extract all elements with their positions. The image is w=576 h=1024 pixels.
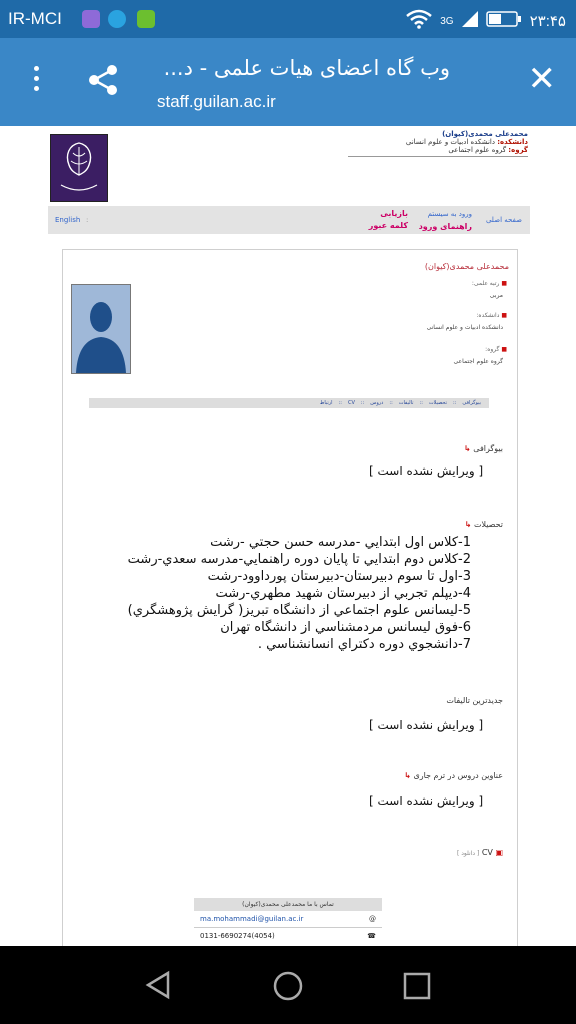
page-url: staff.guilan.ac.ir xyxy=(157,92,276,111)
edu-item: 6-فوق ليسانس مردمشناسي از دانشگاه تهران xyxy=(220,620,471,635)
phone-icon: ☎ xyxy=(367,932,376,940)
arrow-icon: ↳ xyxy=(404,771,411,780)
android-nav-bar xyxy=(0,946,576,1024)
section-tabs: بیوگرافی :: تحصیلات :: تالیفات :: دروس :: CV :: ارتباط xyxy=(89,398,489,408)
edu-item: 7-دانشجوي دوره دکتراي انسانشناسي . xyxy=(257,637,471,652)
home-icon[interactable] xyxy=(272,970,304,1006)
courses-not-set: [ ویرایش نشده است ] xyxy=(369,794,484,808)
cv-label: CV xyxy=(481,848,493,857)
courses-heading: عناوین دروس در ترم جاری ↳ xyxy=(404,771,503,780)
arrow-icon: ↳ xyxy=(464,520,472,529)
page-title: وب گاه اعضای هیات علمی - د... xyxy=(163,56,450,80)
close-icon[interactable]: ✕ xyxy=(527,59,556,99)
email-icon: @ xyxy=(369,915,376,923)
edu-item: 2-کلاس دوم ابتدايي تا پايان دوره راهنمايي-مدرسه سعدي-رشت xyxy=(127,552,471,567)
university-logo xyxy=(50,134,108,202)
header-group-label: گروه: xyxy=(508,146,528,154)
bio-heading: بیوگرافی ↳ xyxy=(464,444,503,453)
profile-card xyxy=(62,249,518,946)
contact-email-row xyxy=(194,911,382,928)
edu-item: 1-کلاس اول ابتدايي -مدرسه حسن حجتي -رشت xyxy=(210,535,471,550)
back-icon[interactable] xyxy=(144,970,174,1004)
tab-cv[interactable]: CV xyxy=(347,400,355,406)
pdf-icon: ▣ xyxy=(495,848,503,857)
header-info xyxy=(348,130,528,157)
more-menu-icon[interactable] xyxy=(30,66,42,96)
publications-not-set: [ ویرایش نشده است ] xyxy=(369,718,484,732)
network-type: 3G xyxy=(440,15,454,27)
recovery-link[interactable]: بازیابی xyxy=(380,209,408,218)
edu-heading: تحصیلات ↳ xyxy=(464,520,503,529)
header-faculty: دانشکده ادبیات و علوم انسانی xyxy=(405,138,495,146)
edu-item: 5-ليسانس علوم اجتماعي از دانشگاه تبريز( گرايش پژوهشگري) xyxy=(127,603,471,618)
recents-icon[interactable] xyxy=(403,972,431,1004)
contact-title: تماس با ما محمدعلی محمدی(کیوان) xyxy=(194,898,382,911)
password-link[interactable]: کلمه عبور xyxy=(368,221,408,230)
publications-heading: جدیدترین تالیفات xyxy=(446,696,503,705)
rank-label: ■ رتبه علمی: xyxy=(471,280,507,287)
education-list xyxy=(128,534,471,653)
contact-phone-row xyxy=(194,928,382,944)
share-icon[interactable] xyxy=(88,64,120,100)
bio-not-set: [ ویرایش نشده است ] xyxy=(369,464,484,478)
cv-link[interactable] xyxy=(457,848,503,857)
telegram-app-icon xyxy=(108,10,126,28)
header-group: گروه علوم اجتماعی xyxy=(448,146,507,154)
carrier-label: IR-MCI xyxy=(8,9,62,28)
arrow-icon: ↳ xyxy=(464,444,471,453)
browser-toolbar xyxy=(0,38,576,126)
clock: ۲۳:۴۵ xyxy=(529,13,566,30)
group-value: گروه علوم اجتماعی xyxy=(453,358,503,365)
signal-icon xyxy=(462,11,478,31)
header-faculty-label: دانشکده: xyxy=(497,138,528,146)
tab-biography[interactable]: بیوگرافی xyxy=(462,400,481,406)
web-page xyxy=(0,126,576,946)
status-bar xyxy=(0,0,576,38)
header-name: محمدعلی محمدی(کیوان) xyxy=(442,130,528,138)
messenger-app-icon xyxy=(137,10,155,28)
tab-contact[interactable]: ارتباط xyxy=(319,400,333,406)
phone-number: 0131-6690274(4054) xyxy=(200,932,275,940)
nav-bar: English : صفحه اصلی ورود به سیستم راهنمای ورود بازیابی کلمه عبور xyxy=(48,206,530,234)
contact-box xyxy=(194,898,382,944)
faculty-label: ■ دانشکده: xyxy=(476,312,507,319)
battery-icon xyxy=(486,11,522,31)
tab-publications[interactable]: تالیفات xyxy=(398,400,414,406)
english-link[interactable]: English xyxy=(55,216,81,224)
gallery-app-icon xyxy=(82,10,100,28)
rank-value: مربی xyxy=(489,292,503,299)
login-guide-link[interactable]: راهنمای ورود xyxy=(418,222,472,231)
cv-download[interactable]: [ دانلود ] xyxy=(457,850,480,857)
faculty-value: دانشکده ادبیات و علوم انسانی xyxy=(426,324,503,331)
home-link[interactable]: صفحه اصلی xyxy=(485,216,522,224)
login-link[interactable]: ورود به سیستم xyxy=(427,210,472,218)
edu-item: 3-اول تا سوم دبيرستان-دبيرستان پورداوود-رشت xyxy=(207,569,471,584)
status-right xyxy=(406,9,566,33)
tab-education[interactable]: تحصیلات xyxy=(428,400,448,406)
wifi-icon xyxy=(406,9,432,33)
profile-name: محمدعلی محمدی(کیوان) xyxy=(424,262,509,271)
profile-photo xyxy=(71,284,131,374)
tab-courses[interactable]: دروس xyxy=(370,400,384,406)
edu-item: 4-ديپلم تجربي از دبيرستان شهيد مطهري-رشت xyxy=(215,586,471,601)
email-link[interactable]: ma.mohammadi@guilan.ac.ir xyxy=(200,915,304,923)
group-label: ■ گروه: xyxy=(485,346,507,353)
